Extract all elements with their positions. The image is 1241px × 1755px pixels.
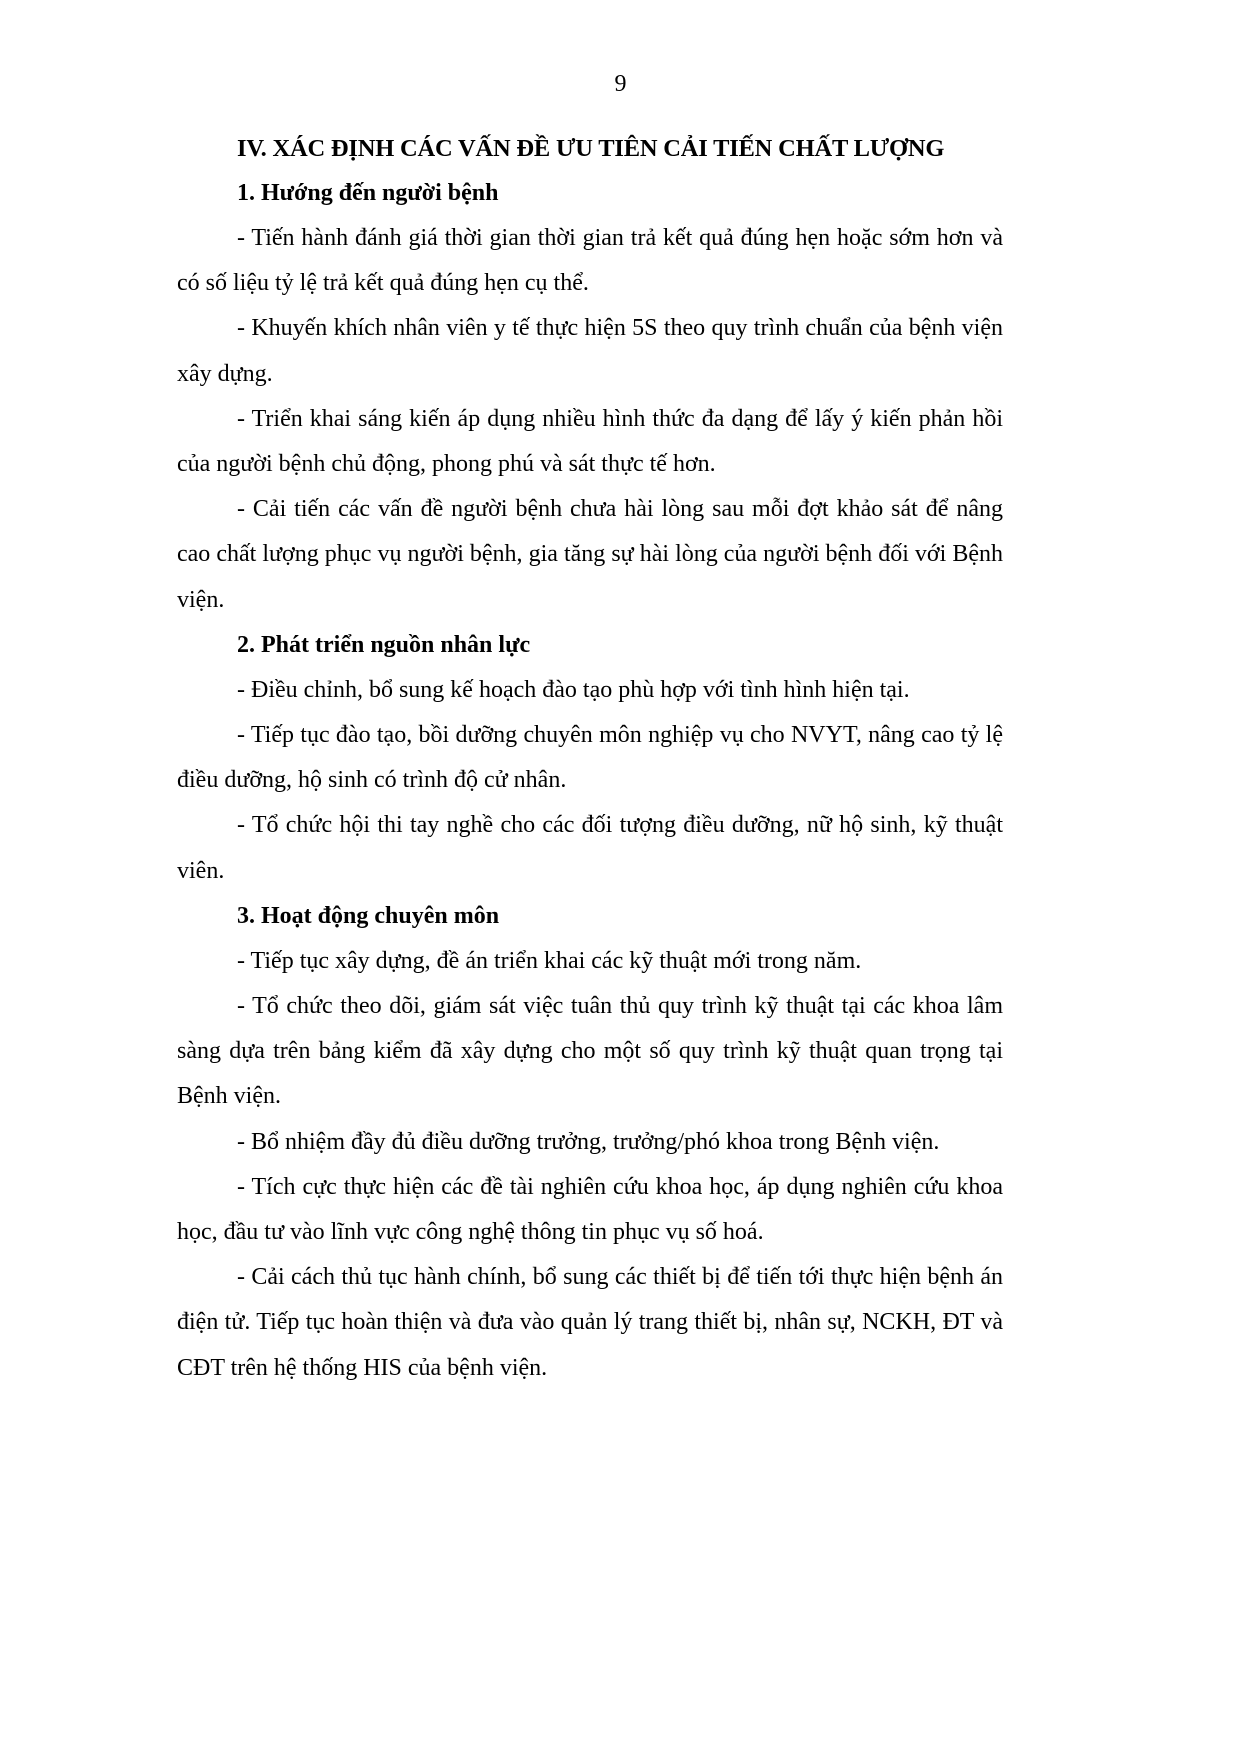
page-number: 9 xyxy=(614,71,627,97)
section-patient-focus xyxy=(177,171,1003,623)
paragraph: - Triển khai sáng kiến áp dụng nhiều hình thức đa dạng để lấy ý kiến phản hồi của người bệnh chủ động, phong phú và sát thực tế hơn. xyxy=(177,405,1003,478)
section-professional-activities xyxy=(177,894,1003,1391)
paragraph: - Tiếp tục đào tạo, bồi dưỡng chuyên môn nghiệp vụ cho NVYT, nâng cao tỷ lệ điều dưỡng, hộ sinh có trình độ cử nhân. xyxy=(177,722,1003,794)
section-heading: 3. Hoạt động chuyên môn xyxy=(237,902,500,929)
paragraph: - Khuyến khích nhân viên y tế thực hiện 5S theo quy trình chuẩn của bệnh viện xây dựng. xyxy=(177,315,1003,387)
document-body xyxy=(177,126,1003,1391)
paragraph: - Cải cách thủ tục hành chính, bổ sung các thiết bị để tiến tới thực hiện bệnh án điện tử. Tiếp tục hoàn thiện và đưa vào quản lý trang thiết bị, nhân sự, NCKH, ĐT và CĐT trên hệ thống HIS của bệnh viện. xyxy=(177,1264,1003,1381)
page-title: IV. XÁC ĐỊNH CÁC VẤN ĐỀ ƯU TIÊN CẢI TIẾN CHẤT LƯỢNG xyxy=(237,135,945,162)
section-heading: 1. Hướng đến người bệnh xyxy=(237,180,499,206)
paragraph: - Tiến hành đánh giá thời gian thời gian trả kết quả đúng hẹn hoặc sớm hơn và có số liệu tỷ lệ trả kết quả đúng hẹn cụ thể. xyxy=(177,225,1003,297)
section-human-resources xyxy=(177,623,1003,894)
paragraph: - Bổ nhiệm đầy đủ điều dưỡng trưởng, trưởng/phó khoa trong Bệnh viện. xyxy=(237,1128,940,1155)
paragraph: - Tổ chức theo dõi, giám sát việc tuân thủ quy trình kỹ thuật tại các khoa lâm sàng dựa trên bảng kiểm đã xây dựng cho một số quy trình kỹ thuật quan trọng tại Bệnh viện. xyxy=(177,993,1003,1110)
section-heading: 2. Phát triển nguồn nhân lực xyxy=(237,631,531,658)
paragraph: - Điều chỉnh, bổ sung kế hoạch đào tạo phù hợp với tình hình hiện tại. xyxy=(237,676,910,703)
paragraph: - Tích cực thực hiện các đề tài nghiên cứu khoa học, áp dụng nghiên cứu khoa học, đầu tư vào lĩnh vực công nghệ thông tin phục vụ số hoá. xyxy=(177,1173,1003,1246)
paragraph: - Cải tiến các vấn đề người bệnh chưa hài lòng sau mỗi đợt khảo sát để nâng cao chất lượng phục vụ người bệnh, gia tăng sự hài lòng của người bệnh đối với Bệnh viện. xyxy=(177,496,1003,613)
paragraph: - Tiếp tục xây dựng, đề án triển khai các kỹ thuật mới trong năm. xyxy=(237,947,862,974)
paragraph: - Tổ chức hội thi tay nghề cho các đối tượng điều dưỡng, nữ hộ sinh, kỹ thuật viên. xyxy=(177,812,1003,884)
